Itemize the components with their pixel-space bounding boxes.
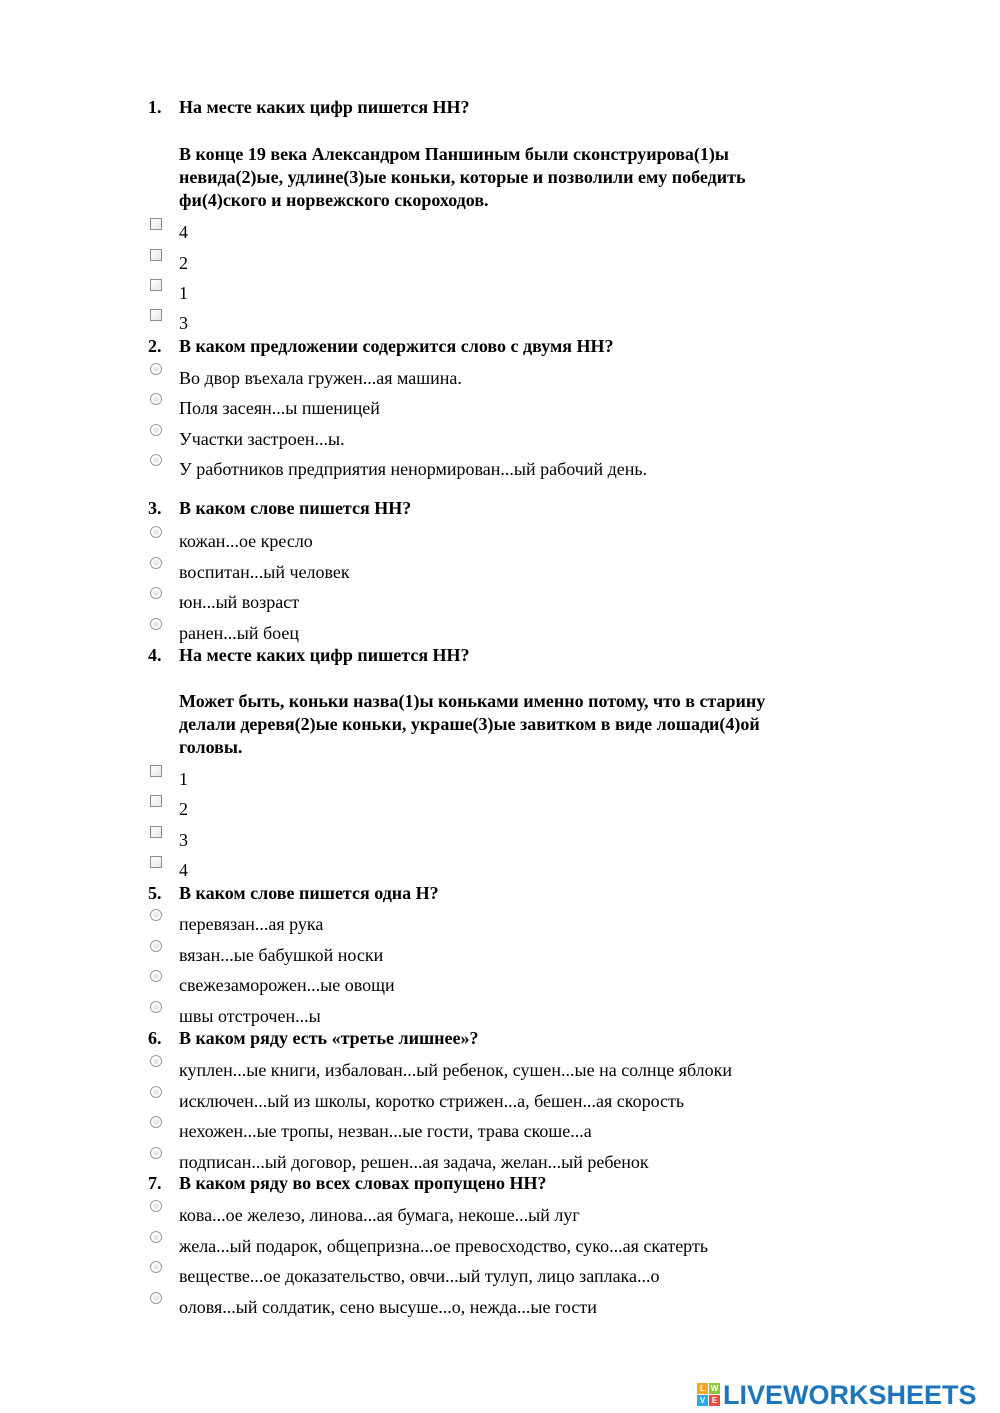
radio-button[interactable] (150, 1055, 162, 1067)
question-number: 5. (148, 883, 162, 903)
passage-line: фи(4)ского и норвежского скороходов. (179, 190, 489, 210)
logo-tile: W (710, 1384, 719, 1393)
radio-button[interactable] (150, 363, 162, 375)
question-text: В каком слове пишется НН? (179, 498, 412, 518)
option-label: свежезаморожен...ые овощи (179, 975, 395, 995)
option-label: юн...ый возраст (179, 592, 300, 612)
checkbox[interactable] (150, 279, 162, 291)
radio-button[interactable] (150, 526, 162, 538)
option-label: Во двор въехала гружен...ая машина. (179, 368, 462, 388)
option-label: 1 (179, 283, 188, 303)
option-label: жела...ый подарок, общепризна...ое превосходство, суко...ая скатерть (179, 1236, 709, 1256)
radio-button[interactable] (150, 557, 162, 569)
logo-tile: E (709, 1395, 720, 1406)
option-label: швы отстрочен...ы (179, 1006, 321, 1026)
question-text: В каком ряду есть «третье лишнее»? (179, 1028, 479, 1048)
question-number: 7. (148, 1173, 162, 1193)
option-label: ранен...ый боец (179, 623, 299, 643)
option-label: кожан...ое кресло (179, 531, 313, 551)
checkbox[interactable] (150, 249, 162, 261)
checkbox[interactable] (150, 856, 162, 868)
question-text: В каком слове пишется одна Н? (179, 883, 439, 903)
passage-line: В конце 19 века Александром Паншиным были сконструирова(1)ы (179, 144, 729, 164)
radio-button[interactable] (150, 1001, 162, 1013)
question-number: 2. (148, 336, 162, 356)
brand-name: LIVEWORKSHEETS (723, 1380, 977, 1410)
radio-button[interactable] (150, 587, 162, 599)
option-label: кова...ое железо, линова...ая бумага, некоше...ый луг (179, 1205, 580, 1225)
option-label: У работников предприятия ненормирован...ый рабочий день. (179, 459, 648, 479)
checkbox[interactable] (150, 765, 162, 777)
question-1-passage (179, 143, 859, 212)
radio-button[interactable] (150, 618, 162, 630)
radio-button[interactable] (150, 393, 162, 405)
option-label: нехожен...ые тропы, незван...ые гости, трава скоше...а (179, 1121, 592, 1141)
question-text: На месте каких цифр пишется НН? (179, 97, 470, 117)
radio-button[interactable] (150, 1147, 162, 1159)
option-label: воспитан...ый человек (179, 562, 350, 582)
option-label: перевязан...ая рука (179, 914, 324, 934)
option-label: куплен...ые книги, избалован...ый ребенок, сушен...ые на солнце яблоки (179, 1060, 733, 1080)
question-number: 1. (148, 97, 162, 117)
checkbox[interactable] (150, 795, 162, 807)
question-number: 6. (148, 1028, 162, 1048)
option-label: веществе...ое доказательство, овчи...ый тулуп, лицо заплака...о (179, 1266, 660, 1286)
option-label: 3 (179, 830, 188, 850)
radio-button[interactable] (150, 1261, 162, 1273)
checkbox[interactable] (150, 309, 162, 321)
radio-button[interactable] (150, 1292, 162, 1304)
question-4-passage (179, 690, 859, 759)
radio-button[interactable] (150, 1086, 162, 1098)
option-label: исключен...ый из школы, коротко стрижен...а, бешен...ая скорость (179, 1091, 685, 1111)
radio-button[interactable] (150, 1200, 162, 1212)
option-label: 3 (179, 313, 188, 333)
radio-button[interactable] (150, 454, 162, 466)
radio-button[interactable] (150, 940, 162, 952)
option-label: оловя...ый солдатик, сено высуше...о, нежда...ые гости (179, 1297, 597, 1317)
passage-line: Может быть, коньки назва(1)ы коньками именно потому, что в старину (179, 691, 766, 711)
checkbox[interactable] (150, 826, 162, 838)
option-label: Участки застроен...ы. (179, 429, 345, 449)
question-number: 4. (148, 645, 162, 665)
radio-button[interactable] (150, 424, 162, 436)
passage-line: делали деревя(2)ые коньки, украше(3)ые завитком в виде лошади(4)ой (179, 714, 760, 734)
radio-button[interactable] (150, 970, 162, 982)
liveworksheets-logo[interactable] (697, 1380, 977, 1410)
passage-line: невида(2)ые, удлине(3)ые коньки, которые и позволили ему победить (179, 167, 746, 187)
option-label: 4 (179, 860, 188, 880)
option-label: подписан...ый договор, решен...ая задача, желан...ый ребенок (179, 1152, 649, 1172)
option-label: вязан...ые бабушкой носки (179, 945, 384, 965)
question-text: В каком предложении содержится слово с двумя НН? (179, 336, 614, 356)
question-text: На месте каких цифр пишется НН? (179, 645, 470, 665)
question-number: 3. (148, 498, 162, 518)
radio-button[interactable] (150, 1231, 162, 1243)
radio-button[interactable] (150, 1116, 162, 1128)
logo-tile: V (697, 1395, 708, 1406)
radio-button[interactable] (150, 909, 162, 921)
option-label: 2 (179, 799, 188, 819)
option-label: 1 (179, 769, 188, 789)
option-label: 2 (179, 253, 188, 273)
checkbox[interactable] (150, 218, 162, 230)
question-text: В каком ряду во всех словах пропущено НН? (179, 1173, 547, 1193)
option-label: Поля засеян...ы пшеницей (179, 398, 380, 418)
logo-tile: L (697, 1383, 708, 1394)
logo-grid-icon (697, 1383, 721, 1407)
passage-line: головы. (179, 737, 243, 757)
option-label: 4 (179, 222, 188, 242)
